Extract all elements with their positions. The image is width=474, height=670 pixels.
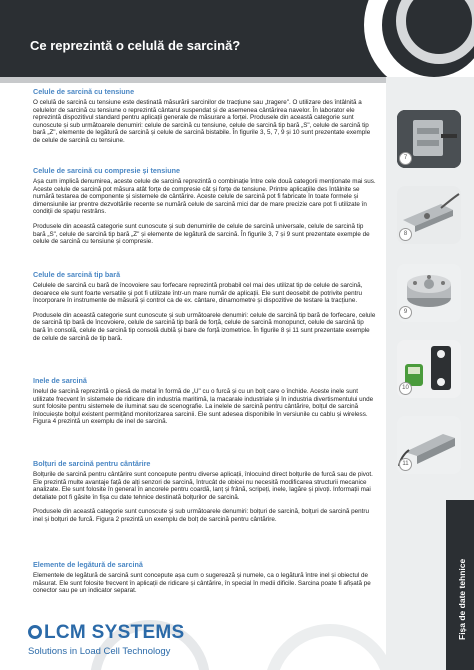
figure-11 xyxy=(397,416,461,474)
section-compression-tension-load-cells xyxy=(33,166,377,246)
figure-10 xyxy=(397,340,461,398)
section-heading: Celule de sarcină tip bară xyxy=(33,270,121,279)
figure-9 xyxy=(397,264,461,322)
section-heading: Celule de sarcină cu compresie și tensiune xyxy=(33,166,181,175)
section-heading: Inele de sarcină xyxy=(33,376,87,385)
logo-text: LCM SYSTEMS xyxy=(44,622,185,643)
section-heading: Elemente de legătură de sarcină xyxy=(33,560,143,569)
company-logo xyxy=(28,622,185,644)
figure-number: 9 xyxy=(399,306,412,319)
side-tab-label: Fișa de date tehnice xyxy=(457,558,467,640)
logo-mark-icon xyxy=(28,625,42,639)
figure-number: 8 xyxy=(399,228,412,241)
section-heading: Bolțuri de sarcină pentru cântărire xyxy=(33,459,151,468)
figure-number: 11 xyxy=(399,458,412,471)
company-tagline: Solutions in Load Cell Technology xyxy=(28,646,171,657)
section-paragraph: Bolțurile de sarcină pentru cântărire sunt concepute pentru diverse aplicații, înlocuind direct bolțurile de furcă sau de pivot. Ele prezintă multe avantaje față de alți senzori de sarcină, întrucât de obicei nu necesită modificarea structurii mecanice analizate. Ele sunt folosite în general în ancorele pentru coardă, lanț și frână, scripeți, inele, lagăre și pivoți. Informații mai detaliate pot fi găsite în fișa cu date tehnice destinată bolțurilor de sarcină. xyxy=(33,471,373,501)
figure-7 xyxy=(397,110,461,168)
section-paragraph: Inelul de sarcină reprezintă o piesă de metal în formă de „U" cu o furcă și cu un bolț care o închide. Aceste inele sunt utilizate frecvent în sistemele de ridicare din industria maritimă, la macarale industriale și în industria divertismentului unde sunt folosite pentru sistemele de iluminat sau de scenografie. La inelele de sarcină pentru cântărire, bolțul de sarcină înlocuiește bolțul existent permițând monitorizarea sarcinii. Ele sunt adesea disponibile în versiunile cu cablu și wireless. Figura 4 prezintă un exemplu de inel de sarcină. xyxy=(33,388,374,426)
section-paragraph: Produsele din această categorie sunt cunoscute și sub următoarele denumiri: celule de sarcină tip bară de forfecare, celule de sarcină tip bară de încovoiere, celule de sarcină tip bară de forță, celule de sarcină monopunct, celule de sarcină tip bară în consolă, celule de sarcină tip consolă dublă și bare de forță izometrice. În figurile 8 și 11 sunt prezentate exemple de celule de sarcină de tip bară. xyxy=(33,311,376,342)
section-tension-load-cells xyxy=(33,87,377,145)
section-load-pins xyxy=(33,459,377,524)
section-paragraph: Elementele de legătură de sarcină sunt concepute așa cum o sugerează și numele, ca o legătură între inel și obiectul de măsurat. Ele sunt folosite frecvent în aplicații de ridicare și cântărire, în special în medii dificile. Sarcina poate fi afișată pe conector sau pe un indicator separat. xyxy=(33,572,371,595)
section-paragraph: O celulă de sarcină cu tensiune este destinată măsurării sarcinilor de tracțiune sau „tragere". O utilizare des întâlnită a celulelor de sarcină cu tensiune o reprezintă cântarul suspendat și de asemenea cântărirea navelor. În laborator ele reprezintă dispozitivul standard pentru aplicații generale de măsurare a forței. Produsele din această categorie sunt cunoscute și sub următoarele denumiri: celule de sarcină cu tensiune, celule de sarcină tip bară „S", celule de sarcină tip bară „Z", elemente de legătură de sarcină și celule de sarcină bistabile. În figurile 3, 5, 7, 9 și 10 sunt prezentate exemple de celule de sarcină cu tensiune. xyxy=(33,99,371,144)
section-paragraph: Produsele din această categorie sunt cunoscute și sub denumirile de celule de sarcină universale, celule de sarcină tip bară „S", celule de sarcină tip bară „Z" și elemente de legătură de sarcină. În figurile 3, 7 și 9 sunt prezentate exemple de celule de sarcină cu tensiune și compresie. xyxy=(33,222,370,246)
page-header xyxy=(0,0,474,77)
section-load-links xyxy=(33,560,377,595)
page-title: Ce reprezintă o celulă de sarcină? xyxy=(30,38,241,53)
figure-number: 10 xyxy=(399,382,412,395)
figure-number: 7 xyxy=(399,152,412,165)
section-load-shackles xyxy=(33,376,377,426)
section-paragraph: Așa cum implică denumirea, aceste celule de sarcină reprezintă o combinație între cele două categorii menționate mai sus. Aceste celule de sarcină pot măsura atât forțe de compresie cât și forțe de tensiune. Printre aplicațiile des întâlnite se numără testarea de componente și sistemele de cântărire. Aceste celule de sarcină pot fi fabricate în toate formele și dimensiunile iar prentre dezvoltările recente se numără celule de sarcină mici dar de mare precizie care pot fi utilizate în condiții de spațiu restrâns. xyxy=(33,178,376,216)
section-beam-load-cells xyxy=(33,270,377,342)
section-paragraph: Celulele de sarcină cu bară de încovoiere sau forfecare reprezintă probabil cel mai des utilizat tip de celule de sarcină, deoarece ele sunt foarte versatile și pot fi utilizate într-un mare număr de aplicații. Ele sunt deosebit de potrivite pentru încorporare în instrumente de măsură și control ca de ex. cântare, dinamometre și dispozitive de testare la tracțiune. xyxy=(33,282,363,305)
section-paragraph: Produsele din această categorie sunt cunoscute și sub următoarele denumiri: bolțuri de sarcină, bolțuri de sarcină pentru inel și bolțuri de furcă. Figura 2 prezintă un exemplu de bolț de sarcină pentru cântărire. xyxy=(33,508,370,523)
section-heading: Celule de sarcină cu tensiune xyxy=(33,87,135,96)
figure-8 xyxy=(397,186,461,244)
